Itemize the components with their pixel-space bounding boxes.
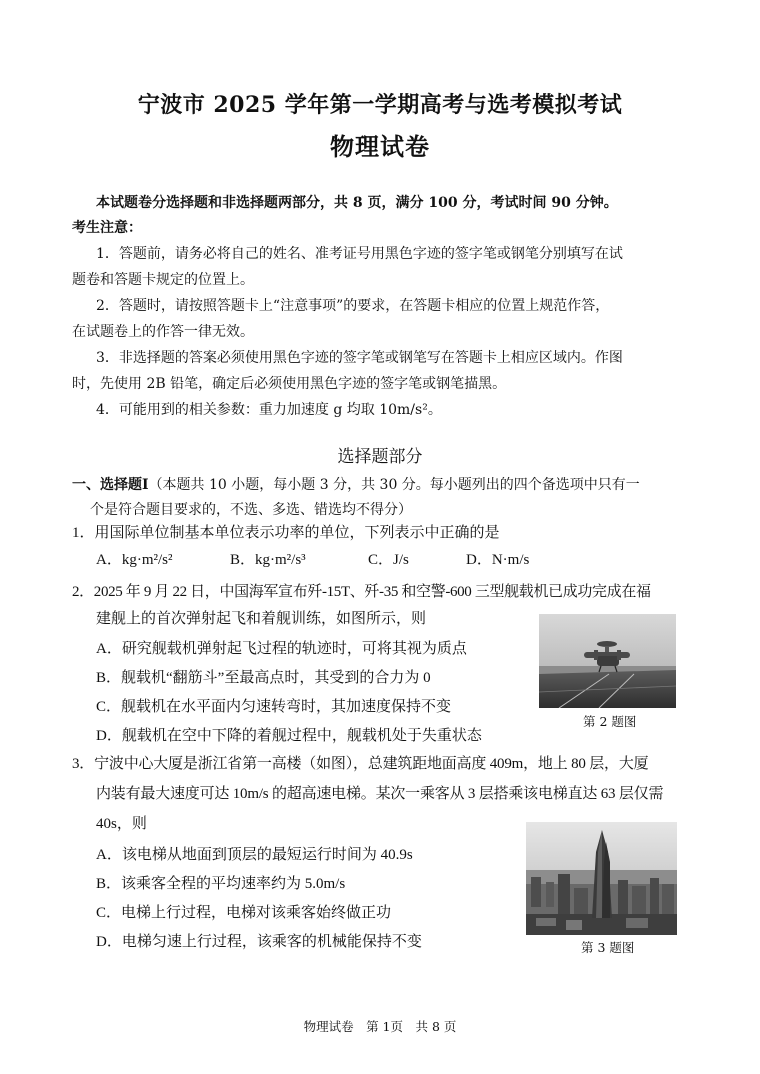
skyscraper-city-photo — [526, 822, 677, 935]
q2-option-b: B．舰载机“翻筋斗”至最高点时，其受到的合力为 0 — [96, 670, 431, 686]
q2-option-d: D．舰载机在空中下降的着舰过程中，舰载机处于失重状态 — [96, 728, 482, 744]
q3-option-d: D．电梯匀速上行过程，该乘客的机械能保持不变 — [96, 934, 422, 950]
q3-option-b: B．该乘客全程的平均速率约为 5.0m/s — [96, 876, 346, 892]
q3-stem-line1: 3．宁波中心大厦是浙江省第一高楼（如图），总建筑距地面高度 409m，地上 80 层，大厦 — [72, 756, 649, 772]
page-subtitle: 物理试卷 — [330, 132, 430, 161]
part1-heading-rest: （本题共 10 小题，每小题 3 分，共 30 分。每小题列出的四个备选项中只有一 — [148, 477, 640, 493]
exam-intro: 本试题卷分选择题和非选择题两部分，共 8 页，满分 100 分，考试时间 90 分钟。 — [96, 195, 618, 211]
page-footer: 物理试卷 第 1页 共 8 页 — [303, 1019, 457, 1034]
q2-stem-line1: 2．2025 年 9 月 22 日，中国海军宣布歼-15T、歼-35 和空警-600 三型舰载机已成功完成在福 — [72, 584, 651, 600]
part1-heading — [72, 474, 640, 494]
notice-line-5: 3．非选择题的答案必须使用黑色字迹的签字笔或钢笔写在答题卡上相应区域内。作图 — [96, 350, 623, 366]
aircraft-carrier-image — [539, 614, 676, 708]
q3-option-c: C．电梯上行过程，电梯对该乘客始终做正功 — [96, 905, 392, 921]
notice-line-7: 4．可能用到的相关参数：重力加速度 g 均取 10m/s²。 — [96, 402, 442, 418]
q2-option-c: C．舰载机在水平面内匀速转弯时，其加速度保持不变 — [96, 699, 452, 715]
q1-stem: 1．用国际单位制基本单位表示功率的单位，下列表示中正确的是 — [72, 525, 500, 541]
aircraft-carrier-photo — [539, 614, 676, 708]
notice-line-1: 1．答题前，请务必将自己的姓名、准考证号用黑色字迹的签字笔或钢笔分别填写在试 — [96, 246, 623, 262]
q3-option-a: A．该电梯从地面到顶层的最短运行时间为 40.9s — [96, 847, 413, 863]
q2-option-a: A．研究舰载机弹射起飞过程的轨迹时，可将其视为质点 — [96, 641, 467, 657]
q2-figure-caption: 第 2 题图 — [583, 714, 637, 729]
page-title: 宁波市 2025 学年第一学期高考与选考模拟考试 — [137, 92, 623, 118]
skyscraper-image — [526, 822, 677, 935]
q1-option-d: D．N·m/s — [466, 552, 530, 568]
notice-line-4: 在试题卷上的作答一律无效。 — [72, 324, 254, 340]
q3-stem-line2: 内装有最大速度可达 10m/s 的超高速电梯。某次一乘客从 3 层搭乘该电梯直达 63 层仅需 — [96, 786, 664, 802]
notice-line-6: 时，先使用 2B 铅笔，确定后必须使用黑色字迹的签字笔或钢笔描黑。 — [72, 376, 507, 392]
notice-line-3: 2．答题时，请按照答题卡上“注意事项”的要求，在答题卡相应的位置上规范作答， — [96, 298, 610, 314]
q1-option-a: A．kg·m²/s² — [96, 552, 173, 568]
q1-option-b: B．kg·m²/s³ — [230, 552, 306, 568]
notice-heading: 考生注意： — [72, 220, 142, 236]
q2-stem-line2: 建舰上的首次弹射起飞和着舰训练，如图所示，则 — [96, 611, 427, 627]
part1-heading-bold: 一、选择题Ⅰ — [72, 477, 149, 493]
notice-line-2: 题卷和答题卡规定的位置上。 — [72, 272, 254, 288]
q1-option-c: C．J/s — [368, 552, 409, 568]
section-title: 选择题部分 — [337, 447, 423, 467]
part1-heading-cont: 个是符合题目要求的，不选、多选、错选均不得分） — [90, 502, 412, 518]
q3-stem-line3: 40s，则 — [96, 816, 147, 832]
q3-figure-caption: 第 3 题图 — [581, 940, 635, 955]
